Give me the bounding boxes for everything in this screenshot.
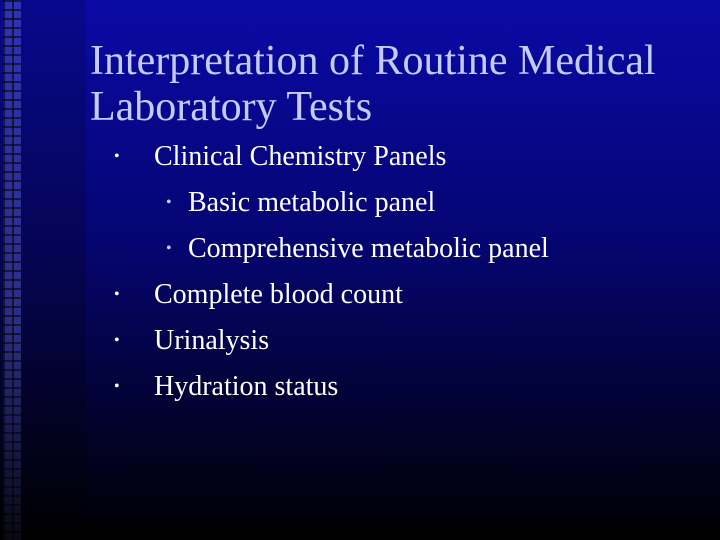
sub-bullet-icon: • — [166, 194, 172, 211]
bullet-icon: • — [114, 378, 120, 395]
bullet-item-clinical-chemistry-panels — [110, 134, 549, 180]
sub-bullet-item-comprehensive-metabolic-panel — [110, 226, 549, 272]
bullet-text: Hydration status — [154, 371, 339, 402]
bullet-icon: • — [114, 148, 120, 165]
sub-bullet-item-basic-metabolic-panel — [110, 180, 549, 226]
bullet-icon: • — [114, 332, 120, 349]
sub-bullet-icon: • — [166, 240, 172, 257]
bullet-text: Urinalysis — [154, 325, 270, 356]
slide-title: Interpretation of Routine Medical Laboratory Tests — [90, 38, 656, 130]
bullet-item-complete-blood-count — [110, 272, 549, 318]
square-pattern-decoration — [3, 0, 21, 540]
bullet-item-urinalysis — [110, 318, 549, 364]
decorative-side-strip — [0, 0, 86, 540]
bullet-text: Clinical Chemistry Panels — [154, 141, 447, 172]
bullet-text: Complete blood count — [154, 279, 403, 310]
bullet-text: Comprehensive metabolic panel — [188, 233, 549, 264]
bullet-item-hydration-status — [110, 364, 549, 410]
bullet-icon: • — [114, 286, 120, 303]
bullet-text: Basic metabolic panel — [188, 187, 436, 218]
bullet-list — [110, 134, 549, 410]
